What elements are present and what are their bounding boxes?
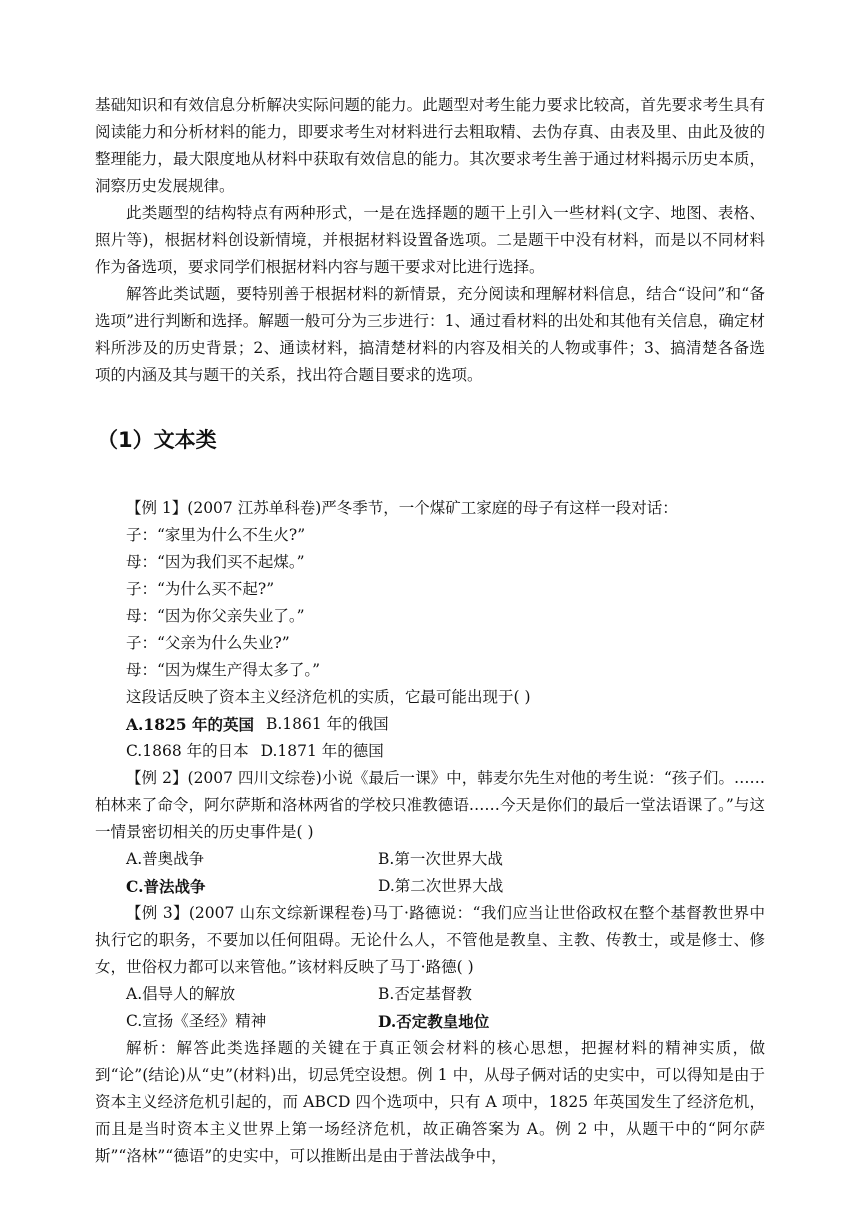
intro-paragraph-3: 解答此类试题，要特别善于根据材料的新情景，充分阅读和理解材料信息，结合“设问”和“备选项”进行判断和选择。解题一般可分为三步进行：1、通过看材料的出处和其他有关信息，确定材料所涉及的历史背景；2、通读材料，搞清楚材料的内容及相关的人物或事件；3、搞清楚各备选项的内涵及其与题干的关系，找出符合题目要求的选项。 [95,285,765,384]
option-c: C.宣扬《圣经》精神 [126,1012,267,1030]
example1-question: 这段话反映了资本主义经济危机的实质，它最可能出现于( ) [126,688,531,706]
option-b: B.否定基督教 [378,985,472,1003]
option-a-answer: A.1825 年的英国 [126,715,254,734]
analysis-paragraph: 解析：解答此类选择题的关键在于真正领会材料的核心思想，把握材料的精神实质，做到“论”(结论)从“史”(材料)出，切忌凭空设想。例 1 中，从母子俩对话的史实中，可以得知是由于资本主义经济危机引起的，而 ABCD 四个选项中，只有 A 项中，1825 年英国发生了经济危机，而且是当时资本主义世界上第一场经济危机，故正确答案为 A。例 2 中，从题干中的“阿尔萨斯”“洛林”“德语”的史实中，可以推断出是由于普法战争中， [95,1039,765,1165]
example2-text: 【例 2】(2007 四川文综卷)小说《最后一课》中，韩麦尔先生对他的考生说：“孩子们。……柏林来了命令，阿尔萨斯和洛林两省的学校只准教德语……今天是你们的最后一堂法语课了。”与这一情景密切相关的历史事件是( ) [95,769,765,841]
example3-options-row-2 [95,1008,765,1035]
option-b: B.第一次世界大战 [378,850,503,868]
option-b: B.1861 年的俄国 [265,715,389,733]
option-c: C.1868 年的日本 [126,742,249,760]
dialogue-line: 子：“为什么买不起?” [126,580,275,598]
document-page [95,92,765,1170]
option-a: A.倡导人的解放 [126,985,236,1003]
example1-intro: 【例 1】(2007 江苏单科卷)严冬季节，一个煤矿工家庭的母子有这样一段对话： [126,499,678,517]
option-c-answer: C.普法战争 [126,877,206,896]
intro-paragraph-2: 此类题型的结构特点有两种形式，一是在选择题的题干上引入一些材料(文字、地图、表格、照片等)，根据材料创设新情境，并根据材料设置备选项。二是题干中没有材料，而是以不同材料作为备选项，要求同学们根据材料内容与题干要求对比进行选择。 [95,204,765,276]
dialogue-line: 母：“因为我们买不起煤。” [126,553,305,571]
dialogue-line: 母：“因为你父亲失业了。” [126,607,305,625]
option-d-answer: D.否定教皇地位 [378,1012,490,1031]
example2-options-row-2 [95,873,765,900]
example2-options-row-1 [95,846,765,873]
dialogue-line: 子：“家里为什么不生火?” [126,526,306,544]
intro-paragraph-1: 基础知识和有效信息分析解决实际问题的能力。此题型对考生能力要求比较高，首先要求考生具有阅读能力和分析材料的能力，即要求考生对材料进行去粗取精、去伪存真、由表及里、由此及彼的整理能力，最大限度地从材料中获取有效信息的能力。其次要求考生善于通过材料揭示历史本质，洞察历史发展规律。 [95,96,765,195]
option-d: D.1871 年的德国 [260,742,384,760]
example1-options-row-2 [95,738,765,765]
option-d: D.第二次世界大战 [378,877,504,895]
option-a: A.普奥战争 [126,850,205,868]
dialogue-line: 子：“父亲为什么失业?” [126,634,290,652]
example3-options-row-1 [95,981,765,1008]
example1-options-row-1 [95,711,765,738]
dialogue-line: 母：“因为煤生产得太多了。” [126,661,321,679]
example3-text: 【例 3】(2007 山东文综新课程卷)马丁·路德说：“我们应当让世俗政权在整个基督教世界中执行它的职务，不要加以任何阻碍。无论什么人，不管他是教皇、主教、传教士，或是修士、修女，世俗权力都可以来管他。”该材料反映了马丁·路德( ) [95,904,765,976]
section-heading: （1）文本类 [97,428,217,452]
